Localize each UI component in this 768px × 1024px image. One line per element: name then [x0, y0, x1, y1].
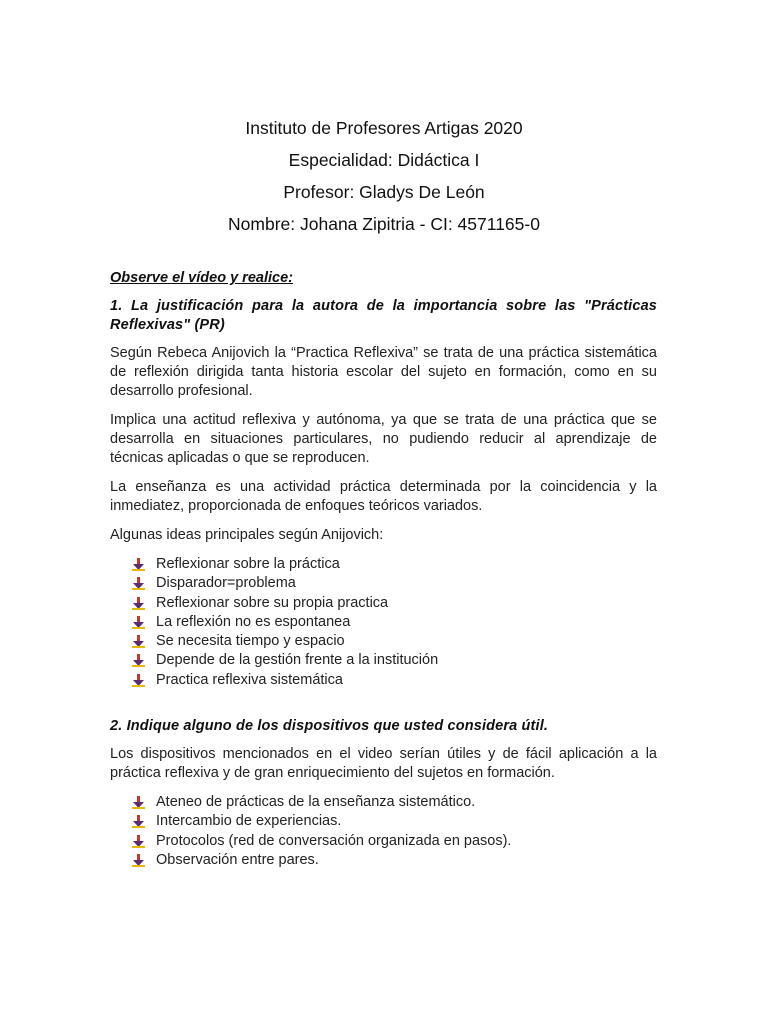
student-line: Nombre: Johana Zipitria - CI: 4571165-0: [228, 214, 540, 234]
list-item-text: Se necesita tiempo y espacio: [156, 633, 345, 650]
list-item-text: Reflexionar sobre la práctica: [156, 556, 340, 572]
list-item-text: Disparador=problema: [156, 575, 296, 592]
document-header: [0, 112, 768, 240]
arrow-down-bullet-icon: [132, 654, 146, 668]
list-item-text: Protocolos (red de conversación organizada en pasos).: [156, 832, 512, 849]
arrow-down-bullet-icon: [132, 835, 146, 849]
list-item: [132, 632, 657, 651]
paragraph: Implica una actitud reflexiva y autónoma, ya que se trata de una práctica que se desarrolla en situaciones particulares, no pudiendo reducir al aprendizaje de técnicas aplicadas o que se reproducen.: [110, 412, 657, 466]
arrow-down-bullet-icon: [132, 854, 146, 868]
arrow-down-bullet-icon: [132, 635, 146, 649]
list-item-text: La reflexión no es espontanea: [156, 613, 351, 630]
question-1: 1. La justificación para la autora de la importancia sobre las "Prácticas Reflexivas" (PR): [110, 298, 657, 333]
list-item-text: Intercambio de experiencias.: [156, 813, 342, 830]
list-item: [132, 793, 657, 812]
devices-list: [110, 793, 657, 870]
arrow-down-bullet-icon: [132, 558, 146, 572]
paragraph: Según Rebeca Anijovich la “Practica Reflexiva” se trata de una práctica sistemática de reflexión dirigida tanta historia escolar del sujeto en formación, como en su desarrollo profesional.: [110, 345, 657, 399]
specialty-line: Especialidad: Didáctica I: [288, 150, 480, 170]
question-2: 2. Indique alguno de los dispositivos que usted considera útil.: [110, 718, 549, 735]
list-item: [132, 832, 657, 851]
list-item: [132, 613, 657, 632]
list-item-text: Reflexionar sobre su propia practica: [156, 594, 389, 611]
section-spacer: [110, 690, 657, 717]
institute-title: Instituto de Profesores Artigas 2020: [245, 118, 523, 138]
list-item-text: Ateneo de prácticas de la enseñanza sistemático.: [156, 794, 476, 811]
ideas-list: [110, 555, 657, 690]
arrow-down-bullet-icon: [132, 597, 146, 611]
list-item-text: Practica reflexiva sistemática: [156, 671, 343, 688]
list-item: [132, 555, 657, 574]
list-item: [132, 651, 657, 670]
arrow-down-bullet-icon: [132, 796, 146, 810]
list-item-text: Observación entre pares.: [156, 851, 319, 868]
arrow-down-bullet-icon: [132, 674, 146, 688]
list-item-text: Depende de la gestión frente a la institución: [156, 652, 439, 669]
list-item: [132, 574, 657, 593]
list-item: [132, 851, 657, 870]
instruction-heading: Observe el vídeo y realice:: [110, 270, 293, 286]
arrow-down-bullet-icon: [132, 815, 146, 829]
arrow-down-bullet-icon: [132, 577, 146, 591]
paragraph: Los dispositivos mencionados en el video serían útiles y de fácil aplicación a la práctica reflexiva y de gran enriquecimiento del sujetos en formación.: [110, 746, 657, 782]
list-item: [132, 671, 657, 690]
paragraph: Algunas ideas principales según Anijovich:: [110, 527, 384, 543]
paragraph: La enseñanza es una actividad práctica determinada por la coincidencia y la inmediatez, proporcionada de enfoques teóricos variados.: [110, 479, 657, 514]
teacher-line: Profesor: Gladys De León: [283, 182, 485, 202]
list-item: [132, 812, 657, 831]
document-body: [110, 268, 657, 870]
arrow-down-bullet-icon: [132, 616, 146, 630]
list-item: [132, 594, 657, 613]
